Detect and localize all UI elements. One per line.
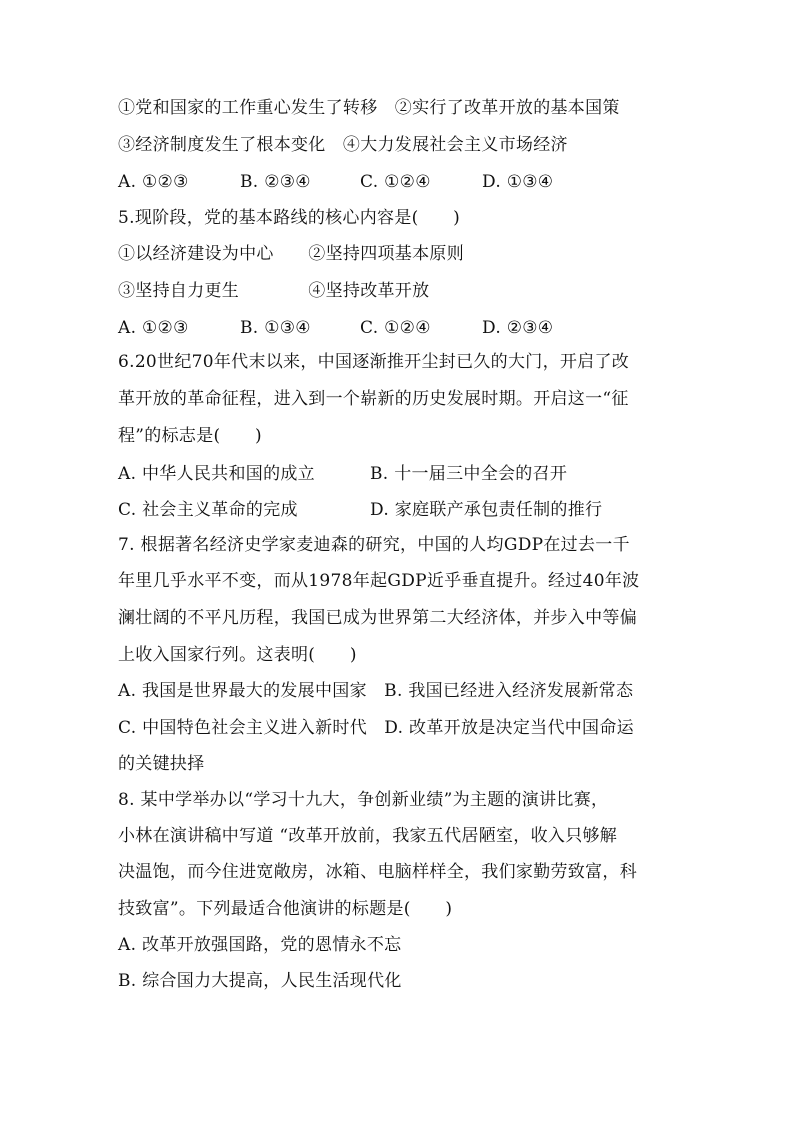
q5-statement-line-1: ①以经济建设为中心 ②坚持四项基本原则	[118, 244, 464, 264]
q7-stem-line-4: 上收入国家行列。这表明( )	[118, 645, 357, 665]
option-b: B. 十一届三中全会的召开	[370, 464, 568, 484]
q7-option-line-1: A. 我国是世界最大的发展中国家 B. 我国已经进入经济发展新常态	[118, 681, 634, 701]
q7-stem-line-3: 澜壮阔的不平凡历程，我国已成为世界第二大经济体，并步入中等偏	[118, 608, 637, 628]
prev-options	[118, 170, 734, 194]
q6-stem-line-2: 革开放的革命征程，进入到一个崭新的历史发展时期。开启这一“征	[118, 389, 629, 409]
option-b: B. ②③④	[240, 172, 311, 192]
q8-stem-line-1: 8. 某中学举办以“学习十九大，争创新业绩”为主题的演讲比赛，	[118, 790, 609, 810]
option-d: D. ②③④	[482, 318, 554, 338]
q8-stem-line-3: 决温饱，而今住进宽敞房，冰箱、电脑样样全，我们家勤劳致富，科	[118, 862, 637, 882]
q5-stem: 5.现阶段，党的基本路线的核心内容是( )	[118, 208, 461, 228]
q7-option-line-3: 的关键抉择	[118, 754, 205, 774]
q7-option-line-2: C. 中国特色社会主义进入新时代 D. 改革开放是决定当代中国命运	[118, 718, 634, 738]
q6-options-row-2	[118, 498, 734, 522]
option-b: B. ①③④	[240, 318, 311, 338]
q6-options-row-1	[118, 462, 734, 486]
q5-statement-line-2: ③坚持自力更生 ④坚持改革开放	[118, 281, 430, 301]
prev-statement-line-1: ①党和国家的工作重心发生了转移 ②实行了改革开放的基本国策	[118, 98, 620, 118]
q5-options	[118, 316, 734, 340]
q7-stem-line-1: 7. 根据著名经济史学家麦迪森的研究，中国的人均GDP在过去一千	[118, 535, 630, 555]
option-a: A. ①②③	[118, 172, 189, 192]
prev-statement-line-2: ③经济制度发生了根本变化 ④大力发展社会主义市场经济	[118, 135, 568, 155]
q8-stem-line-2: 小林在演讲稿中写道 “改革开放前，我家五代居陋室，收入只够解	[118, 826, 618, 846]
q6-stem-line-3: 程”的标志是( )	[118, 426, 262, 446]
q8-option-b: B. 综合国力大提高，人民生活现代化	[118, 971, 402, 991]
q8-option-a: A. 改革开放强国路，党的恩情永不忘	[118, 935, 402, 955]
q6-stem-line-1: 6.20世纪70年代末以来，中国逐渐推开尘封已久的大门，开启了改	[118, 352, 630, 372]
option-c: C. ①②④	[360, 172, 431, 192]
q8-stem-line-4: 技致富”。下列最适合他演讲的标题是( )	[118, 899, 453, 919]
q7-stem-line-2: 年里几乎水平不变，而从1978年起GDP近乎垂直提升。经过40年波	[118, 571, 640, 591]
option-d: D. ①③④	[482, 172, 554, 192]
option-c: C. 社会主义革命的完成	[118, 500, 298, 520]
option-a: A. ①②③	[118, 318, 189, 338]
option-d: D. 家庭联产承包责任制的推行	[370, 500, 603, 520]
option-c: C. ①②④	[360, 318, 431, 338]
option-a: A. 中华人民共和国的成立	[118, 464, 315, 484]
